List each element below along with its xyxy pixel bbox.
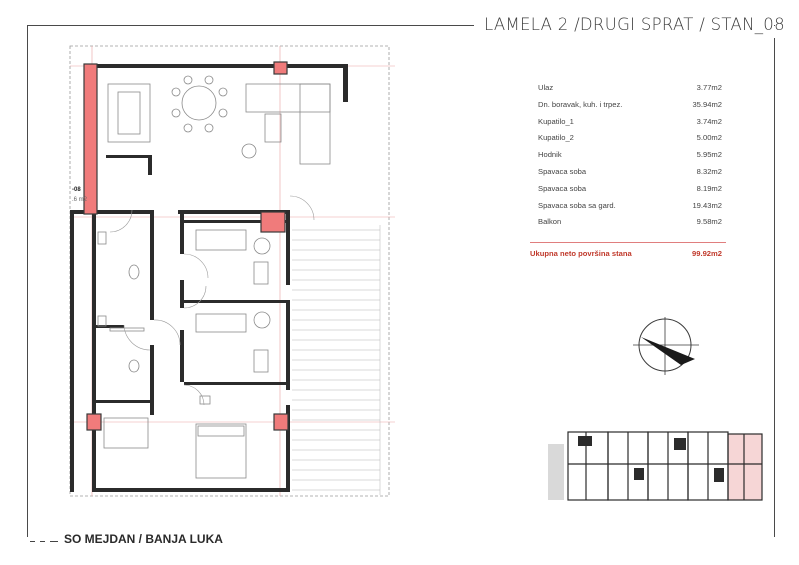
highlighted-unit [728,434,762,500]
room-row [538,133,722,150]
frame-right-line [774,38,775,537]
room-name: Spavaca soba [538,183,587,193]
room-row [538,201,722,218]
room-name: Spavaca soba sa gard. [538,200,616,210]
total-area: 99.92m2 [692,249,722,258]
key-plan-cores [578,436,724,482]
room-name: Spavaca soba [538,166,587,176]
room-name: Hodnik [538,150,562,160]
footer-dash-3 [50,541,58,542]
room-area: 3.77m2 [696,83,722,92]
room-row [538,100,722,117]
floor-plan [0,0,400,520]
page-title: LAMELA 2 /DRUGI SPRAT / STAN_08 [484,15,785,34]
key-plan [538,424,768,504]
room-schedule [538,83,722,234]
neighbor-label: -08 [72,187,81,193]
room-row [538,217,722,234]
compass-icon [633,313,713,393]
room-row [538,117,722,134]
room-name: Kupatilo_2 [538,133,574,143]
footer-dash-2 [40,541,45,542]
footer-dash-1 [30,541,35,542]
walls [70,64,348,492]
room-area: 35.94m2 [692,99,722,109]
balcony-hatch [292,225,380,495]
room-area: 5.00m2 [696,133,722,143]
structural-columns [84,62,288,430]
room-area: 8.19m2 [696,183,722,193]
furniture [98,76,330,478]
neighbor-area: .6 m2 [72,197,88,203]
room-name: Dn. boravak, kuh. i trpez. [538,99,623,109]
room-area: 8.32m2 [696,166,722,176]
room-name: Balkon [538,217,562,227]
total-separator [530,242,726,243]
room-area: 5.95m2 [696,150,722,160]
project-location: SO MEJDAN / BANJA LUKA [64,532,223,546]
room-row [538,167,722,184]
room-row [538,150,722,167]
room-area: 3.74m2 [696,116,722,126]
room-name: Kupatilo_1 [538,116,574,126]
grid-lines [70,46,395,496]
room-area: 9.58m2 [696,217,722,227]
room-area: 19.43m2 [692,200,722,210]
room-row [538,184,722,201]
room-row [538,83,722,100]
room-name: Ulaz [538,83,554,92]
total-label: Ukupna neto površina stana [530,249,632,258]
